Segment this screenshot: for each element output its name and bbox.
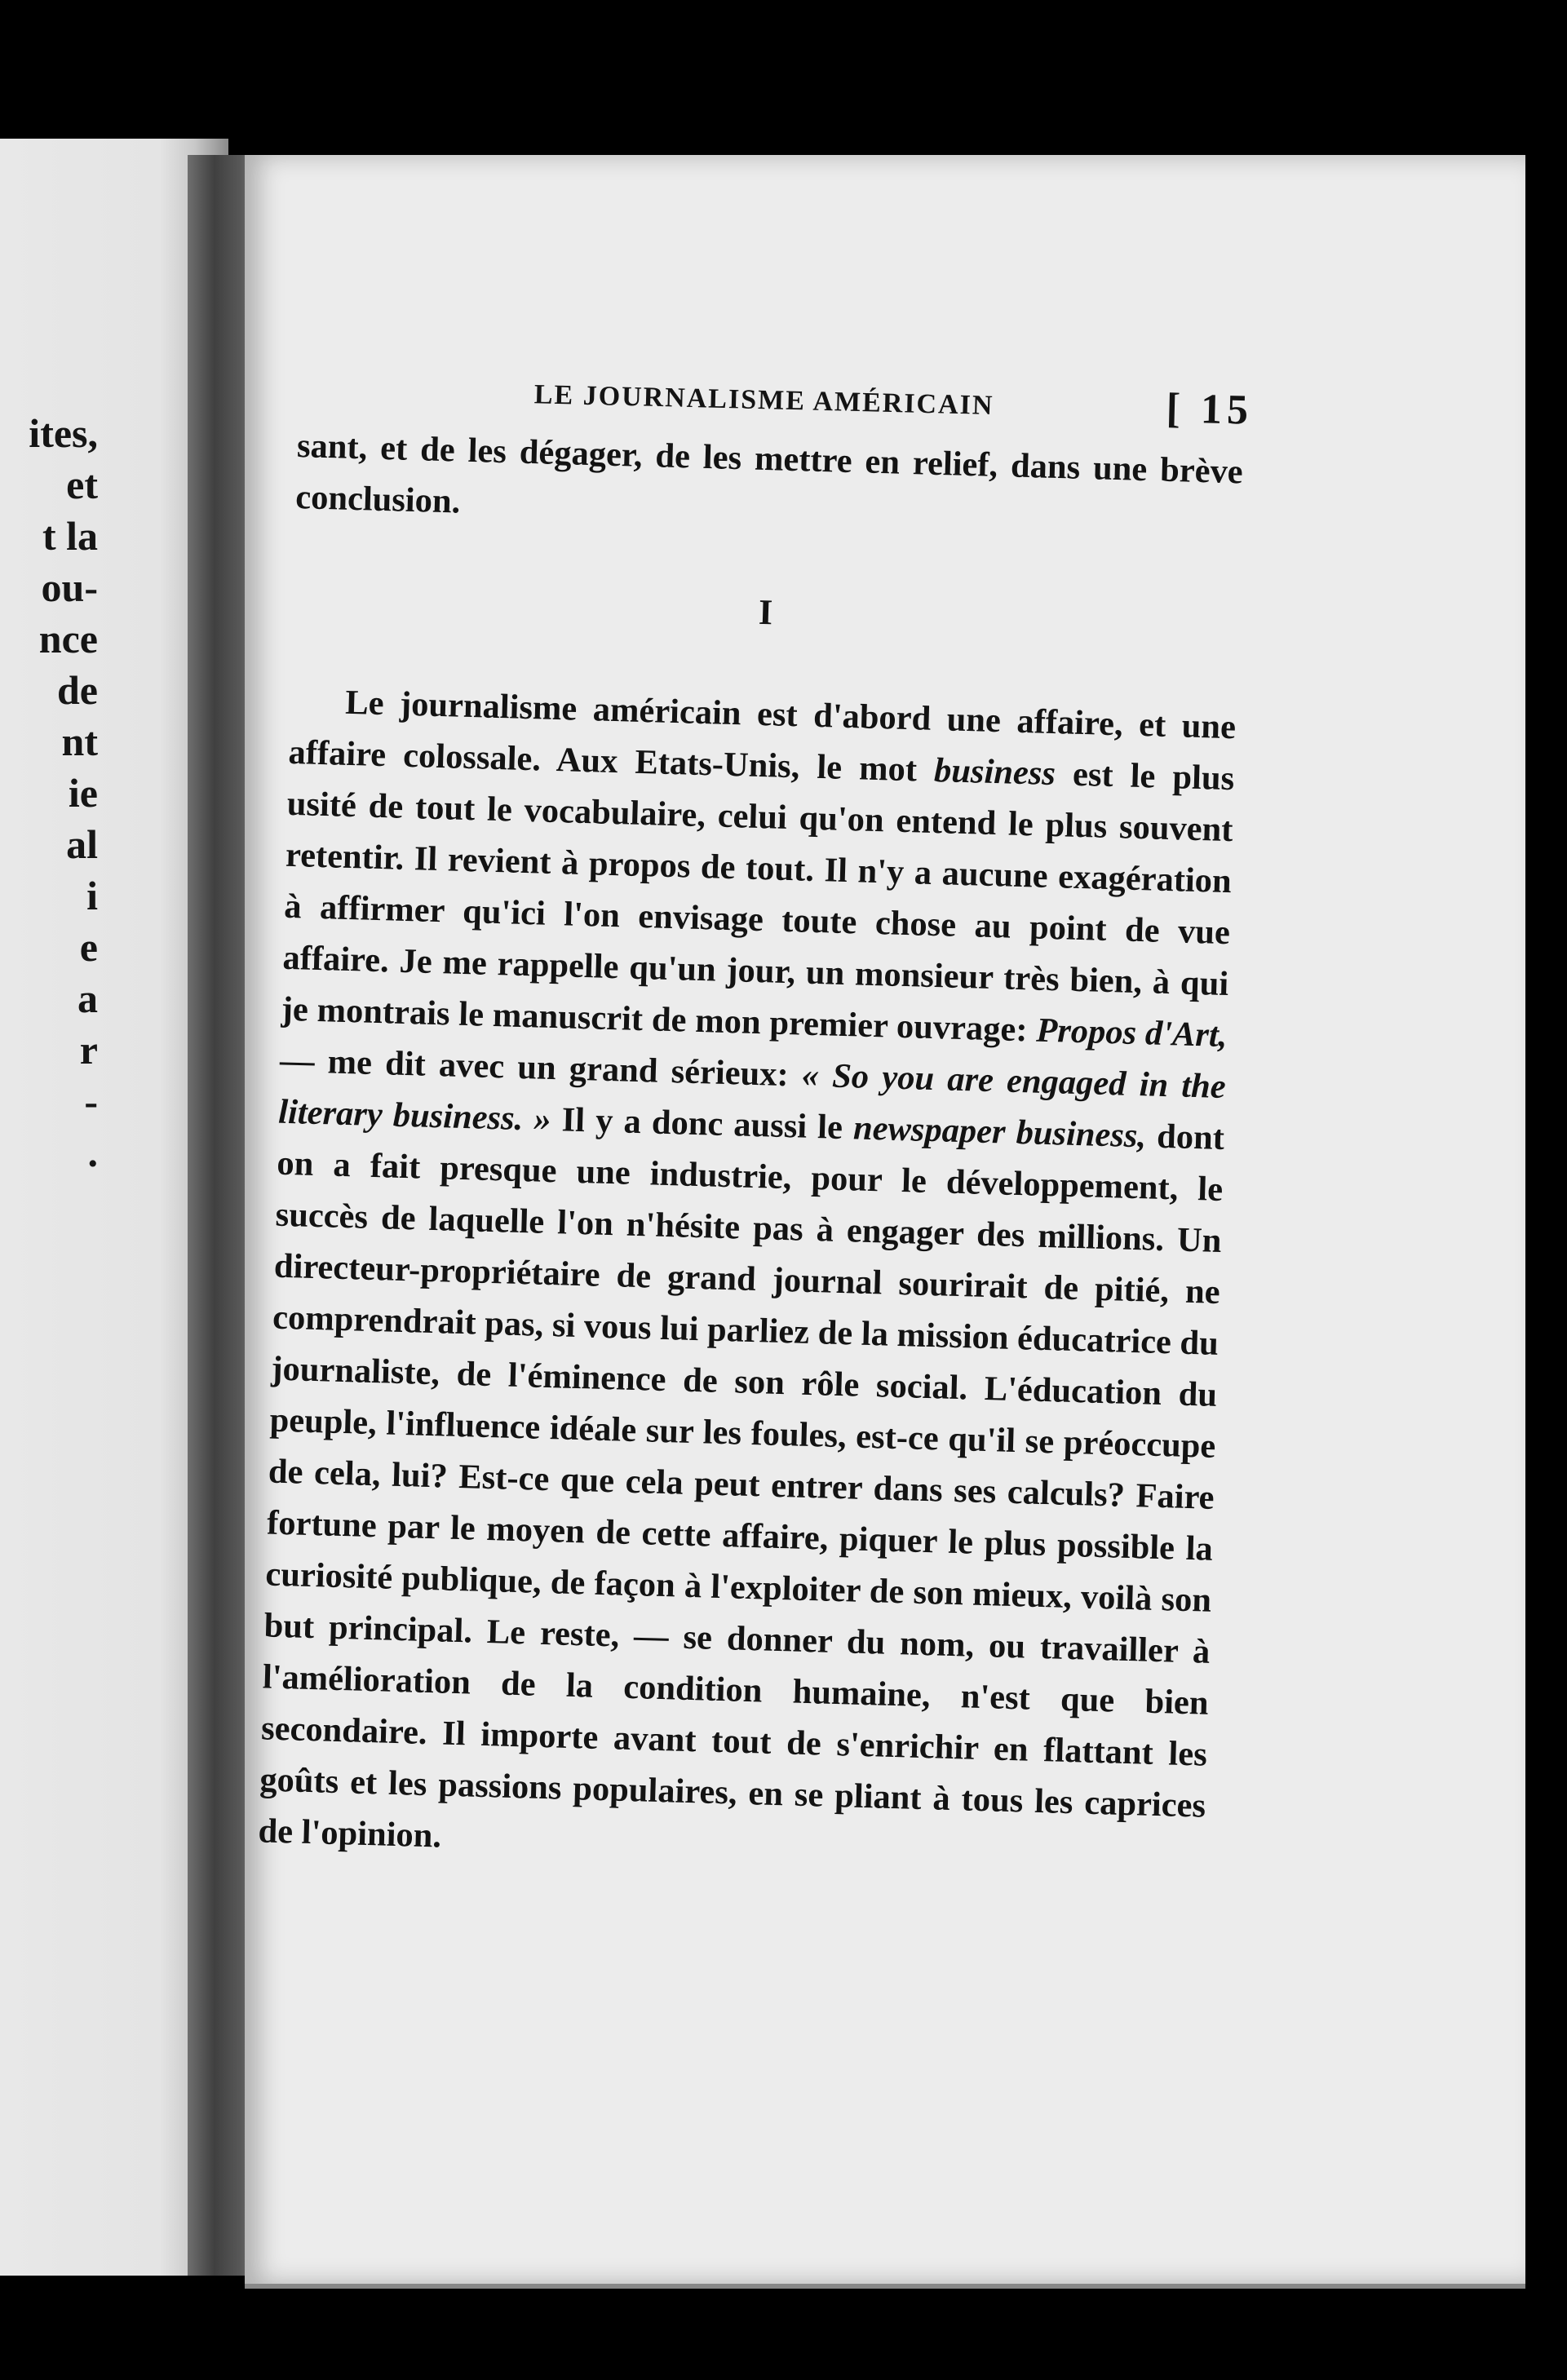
page-body <box>258 420 1244 1883</box>
fragment-line: . <box>87 1130 98 1175</box>
fragment-line: ites, <box>29 410 98 456</box>
fragment-line: t la <box>42 513 98 559</box>
fragment-line: nce <box>38 616 98 661</box>
text-run: Le journalisme américain est d'abord une affaire, et une affaire colossale. Aux Etats-Unis, le mot <box>287 683 1237 790</box>
text-run: dont on a fait presque une industrie, pour le développement, le succès de laquelle l'on n'hésite pas à engager des millions. Un directeur-propriétaire de grand journal sourirait de pitié, ne comprendrait pas, si vous lui parliez de la mission éducatrice du journaliste, de l'éminence de son rôle social. L'éducation du peuple, l'influence idéale sur les foules, est-ce qu'il se préoccupe de cela, lui? Est-ce que cela peut entrer dans ses calculs? Faire fortune par le moyen de cette affaire, piquer le plus possible la curiosité publique, de façon à l'exploiter de son mieux, voilà son but principal. Le reste, — se donner du nom, ou travailler à l'amélioration de la condition humaine, n'est que bien secondaire. Il importe avant tout de s'enrichir en flattant les goûts et les passions populaires, en se pliant à tous les caprices de l'opinion. <box>258 1117 1225 1856</box>
running-title: LE JOURNALISME AMÉRICAIN <box>533 379 994 422</box>
page-number: [ 15 <box>1165 385 1254 434</box>
fragment-line: de <box>57 667 98 713</box>
text-run: — me dit avec un grand sérieux: <box>279 1041 803 1095</box>
fragment-line: a <box>77 975 98 1021</box>
italic-english-quote: « So you are engaged in the literary business. » <box>277 1055 1227 1139</box>
text-run: Il y a donc aussi le <box>550 1100 854 1148</box>
fragment-line: i <box>86 873 98 918</box>
main-paragraph <box>258 675 1237 1883</box>
fragment-line: al <box>66 821 98 867</box>
fragment-line: ie <box>68 770 98 816</box>
previous-page-text-fragments <box>0 408 98 1179</box>
text-run: est le plus usité de tout le vocabulaire, celui qu'on entend le plus souvent retentir. Il revient à propos de tout. Il n'y a aucune exagération à affirmer qu'ici l'on envisage toute chose au point de vue affaire. Je me rappelle qu'un jour, un monsieur très bien, à qui je montrais le manuscrit de mon premier ouvrage: <box>281 754 1235 1050</box>
fragment-line: ou- <box>41 564 98 610</box>
fragment-line: - <box>84 1078 98 1124</box>
section-numeral: I <box>758 591 773 633</box>
italic-term-newspaper-business: newspaper business, <box>852 1108 1147 1156</box>
fragment-line: nt <box>61 719 98 764</box>
page-bottom-edge <box>245 2284 1525 2289</box>
fragment-line: r <box>79 1027 98 1073</box>
italic-term-business: business <box>933 750 1056 794</box>
continuation-paragraph: sant, et de les dégager, de les mettre en relief, dans une brève conclusion. <box>294 426 1244 521</box>
fragment-line: et <box>66 462 98 507</box>
italic-work-title: Propos d'Art, <box>1035 1011 1228 1055</box>
fragment-line: e <box>79 924 98 970</box>
